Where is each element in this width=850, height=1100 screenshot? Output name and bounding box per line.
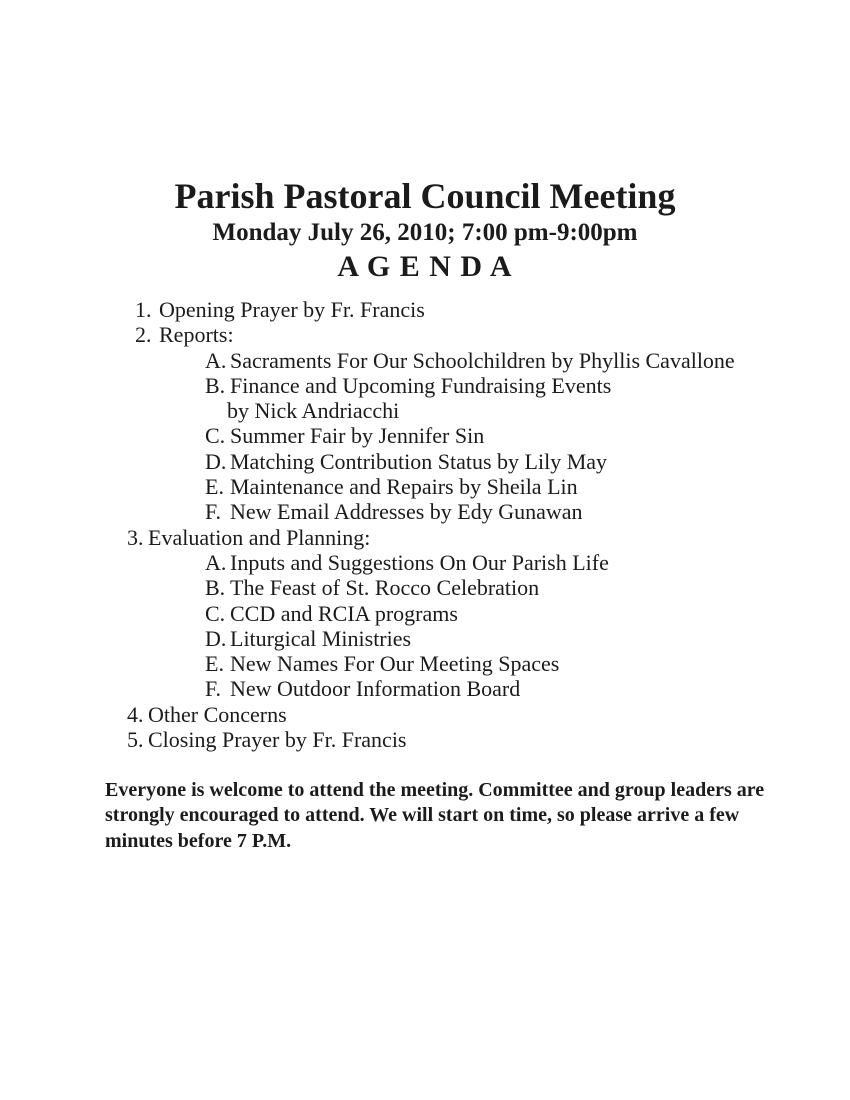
agenda-item	[0, 499, 850, 524]
agenda-item-label: F.	[205, 499, 221, 525]
agenda-item	[0, 550, 850, 575]
footer-line: Everyone is welcome to attend the meeting. Committee and group leaders are	[105, 779, 765, 801]
agenda-item-text: Liturgical Ministries	[230, 625, 412, 651]
agenda-item-text: CCD and RCIA programs	[230, 600, 458, 626]
agenda-item	[0, 727, 850, 752]
agenda-item-text: New Outdoor Information Board	[230, 676, 521, 702]
agenda-item-text: Summer Fair by Jennifer Sin	[230, 423, 485, 449]
agenda-item-text: Closing Prayer by Fr. Francis	[148, 727, 407, 753]
agenda-item-text: Sacraments For Our Schoolchildren by Phyllis Cavallone	[230, 347, 735, 373]
page-title: Parish Pastoral Council Meeting	[174, 176, 676, 216]
agenda-item-label: A.	[205, 347, 227, 373]
agenda-item	[0, 575, 850, 600]
agenda-item-text: New Email Addresses by Edy Gunawan	[230, 499, 583, 525]
agenda-item-label: E.	[205, 651, 224, 677]
agenda-item	[0, 348, 850, 373]
agenda-item-text: Opening Prayer by Fr. Francis	[159, 297, 425, 322]
agenda-item-label: 4.	[127, 701, 144, 727]
agenda-item	[0, 601, 850, 626]
agenda-item	[0, 651, 850, 676]
agenda-item-label: C.	[205, 423, 226, 449]
agenda-item-text: Matching Contribution Status by Lily May	[230, 448, 608, 474]
agenda-item	[0, 373, 850, 398]
agenda-item	[0, 322, 850, 347]
agenda-item-label: C.	[205, 600, 226, 626]
agenda-item-label: B.	[205, 372, 226, 398]
agenda-item-label: 3.	[127, 524, 144, 550]
agenda-item-label: 5.	[127, 727, 144, 753]
agenda-item-text: Other Concerns	[148, 701, 287, 727]
agenda-item-label: D.	[205, 448, 227, 474]
agenda-item-label: A.	[205, 549, 227, 575]
agenda-item-text: by Nick Andriacchi	[227, 398, 400, 424]
agenda-item-text: Maintenance and Repairs by Sheila Lin	[230, 474, 578, 500]
agenda-item-label: D.	[205, 625, 227, 651]
agenda-item-text: Finance and Upcoming Fundraising Events	[230, 372, 612, 398]
agenda-item-label: 1.	[135, 297, 152, 322]
agenda-item-label: F.	[205, 676, 221, 702]
agenda-item	[0, 676, 850, 701]
agenda-heading: A G E N D A	[337, 250, 513, 283]
document-header	[0, 0, 850, 284]
agenda-list	[0, 297, 850, 752]
footer-line: minutes before 7 P.M.	[105, 829, 292, 852]
agenda-item-label: E.	[205, 474, 224, 500]
agenda-item	[0, 702, 850, 727]
agenda-item-text: Inputs and Suggestions On Our Parish Life	[230, 549, 609, 575]
agenda-item	[0, 449, 850, 474]
agenda-item-text: Reports:	[159, 322, 234, 348]
agenda-item	[0, 525, 850, 550]
agenda-item-text: Evaluation and Planning:	[148, 524, 371, 550]
agenda-item	[0, 474, 850, 499]
agenda-item	[0, 297, 850, 322]
agenda-item-text: New Names For Our Meeting Spaces	[230, 651, 560, 677]
footer-line: strongly encouraged to attend. We will start on time, so please arrive a few	[105, 804, 740, 827]
agenda-item-label: 2.	[135, 322, 152, 348]
agenda-item	[0, 423, 850, 448]
agenda-item-label: B.	[205, 575, 226, 601]
agenda-item	[0, 398, 850, 423]
footer-note	[105, 778, 764, 854]
agenda-item-text: The Feast of St. Rocco Celebration	[230, 575, 540, 601]
agenda-item	[0, 626, 850, 651]
meeting-datetime: Monday July 26, 2010; 7:00 pm-9:00pm	[212, 219, 638, 246]
